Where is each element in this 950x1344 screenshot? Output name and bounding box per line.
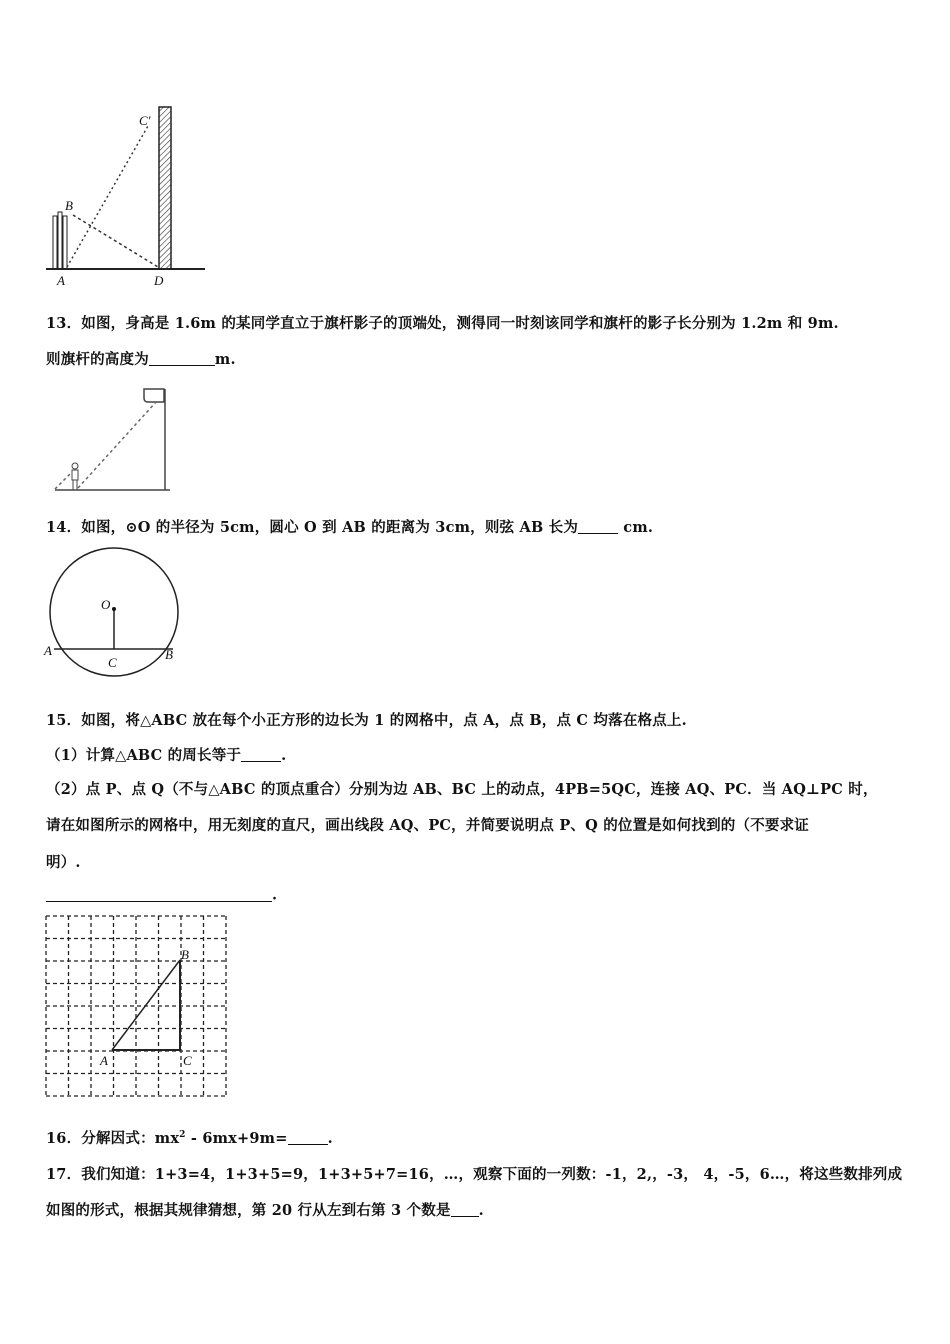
label-a: A	[57, 273, 65, 288]
q16-answer-blank[interactable]	[288, 1130, 328, 1146]
label-b: B	[181, 947, 189, 962]
q15-part1-answer-blank[interactable]	[241, 747, 281, 763]
figure-circle-chord	[40, 545, 185, 680]
q14-unit: cm.	[618, 519, 654, 536]
q15-part1	[46, 744, 286, 765]
label-a: A	[44, 643, 52, 658]
q15-part2-line1: （2）点 P、点 Q（不与△ABC 的顶点重合）分别为边 AB、BC 上的动点，4PB=5QC，连接 AQ、PC．当 AQ⊥PC 时，	[46, 781, 878, 798]
q13-unit: m.	[214, 351, 236, 368]
q13-line1: 13．如图，身高是 1.6m 的某同学直立于旗杆影子的顶端处，测得同一时刻该同学和旗杆的影子长分别为 1.2m 和 9m.	[46, 315, 839, 332]
label-o: O	[101, 597, 111, 612]
q13-line2	[46, 348, 236, 369]
label-c: C	[183, 1053, 192, 1068]
q17-line1: 17．我们知道：1+3=4，1+3+5=9，1+3+5+7=16，…，观察下面的一列数：-1，2,，-3， 4，-5，6…，将这些数排列成	[46, 1166, 903, 1183]
q16-end: .	[327, 1130, 333, 1147]
q17-end: .	[478, 1202, 484, 1219]
q14-prompt: 14．如图，⊙O 的半径为 5cm，圆心 O 到 AB 的距离为 3cm，则弦 AB 长为	[46, 519, 579, 536]
figure-grid-triangle	[40, 910, 230, 1100]
q17-line2	[46, 1199, 484, 1220]
q15-line1: 15．如图，将△ABC 放在每个小正方形的边长为 1 的网格中，点 A，点 B，点 C 均落在格点上.	[46, 712, 687, 729]
label-c-prime: C'	[139, 113, 151, 128]
q15-part1-prompt: （1）计算△ABC 的周长等于	[46, 747, 242, 764]
q17-prompt: 如图的形式，根据其规律猜想，第 20 行从左到右第 3 个数是	[46, 1202, 451, 1219]
q16-line	[46, 1127, 333, 1148]
q15-part2-line3: 明）.	[46, 854, 81, 871]
q16-prompt: 16．分解因式：mx	[46, 1130, 180, 1147]
q15-part2-line2: 请在如图所示的网格中，用无刻度的直尺，画出线段 AQ、PC，并简要说明点 P、Q 的位置是如何找到的（不要求证	[46, 817, 809, 834]
q15-answer-line	[46, 886, 277, 904]
label-c: C	[108, 655, 117, 670]
figure-flagpole-shadow	[40, 100, 220, 290]
q16-expression: - 6mx+9m=	[185, 1130, 288, 1147]
q17-answer-blank[interactable]	[451, 1202, 479, 1218]
q14-line	[46, 516, 653, 537]
label-b: B	[65, 198, 73, 213]
label-b: B	[165, 647, 173, 662]
q15-part2-answer-blank[interactable]	[46, 886, 272, 902]
q14-answer-blank[interactable]	[578, 519, 618, 535]
figure-student-flagpole	[50, 384, 180, 499]
q16-exponent: 2	[179, 1130, 186, 1141]
q13-answer-blank[interactable]	[149, 351, 215, 367]
label-d: D	[154, 273, 164, 288]
q13-prompt: 则旗杆的高度为	[46, 351, 149, 368]
q15-part1-end: .	[281, 747, 287, 764]
q15-answer-end: .	[272, 886, 278, 904]
label-a: A	[100, 1053, 108, 1068]
